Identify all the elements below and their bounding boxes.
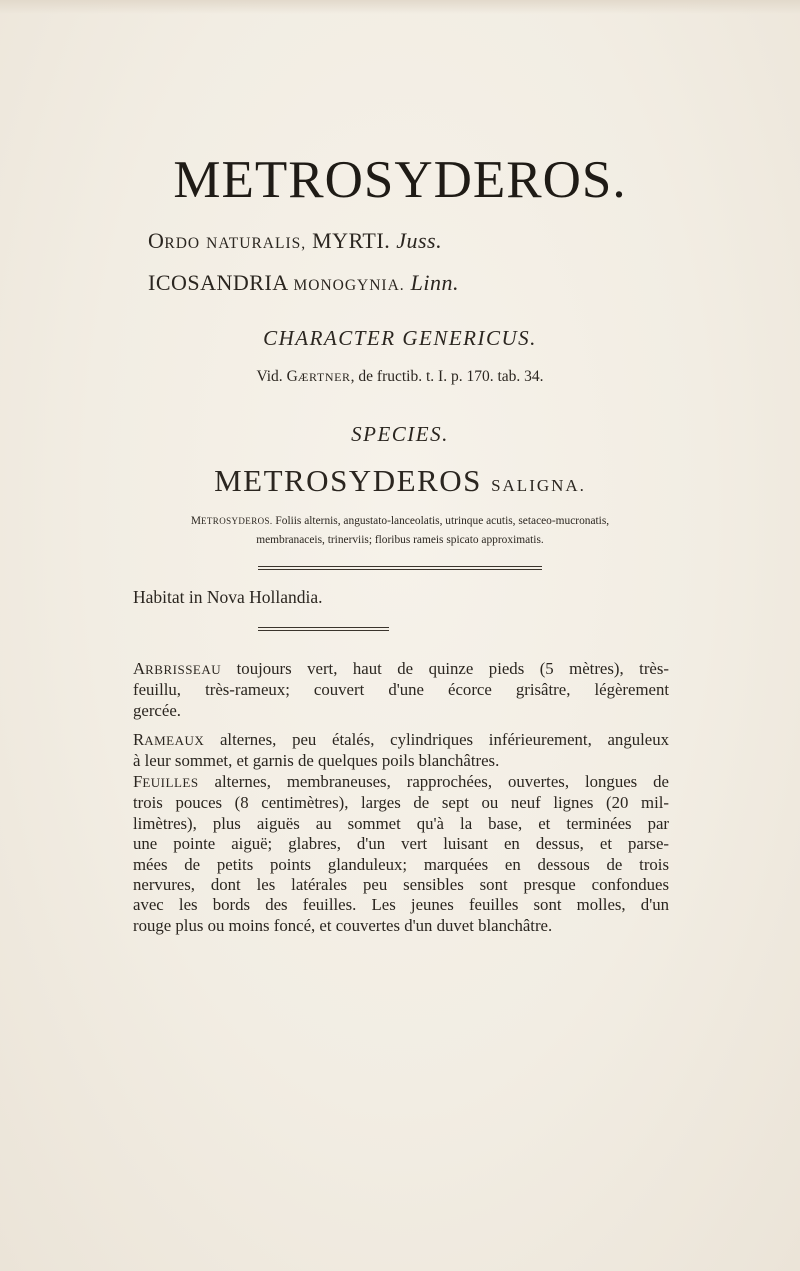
description-paragraph [133, 730, 669, 772]
vid-author-initial: G [286, 368, 298, 385]
paragraph-lead: RBRISSEAU [145, 662, 222, 677]
paragraph-line [133, 772, 669, 793]
ordo-family: MYRTI. [312, 228, 391, 253]
paragraph-line: gercée. [133, 700, 181, 720]
divider-rule [258, 566, 542, 570]
page-title: METROSYDEROS. [173, 151, 627, 209]
diagnosis-genus-initial: M [190, 515, 201, 527]
diagnosis-genus: ETROSYDEROS. [201, 516, 273, 526]
divider-rule-short [258, 627, 389, 631]
classis-line [148, 269, 459, 300]
paragraph-lead-initial: R [133, 730, 145, 749]
page-edge-shadow [0, 0, 800, 14]
ordo-label: RDO [164, 235, 201, 252]
vid-prefix: Vid. [256, 368, 283, 385]
vid-ref: , de fructib. t. I. p. 170. tab. 34. [350, 368, 544, 385]
paragraph-line: avec les bords des feuilles. Les jeunes feuilles sont molles, d'un [133, 895, 669, 915]
vid-author: ÆRTNER [297, 370, 351, 384]
paragraph-line: rouge plus ou moins foncé, et couvertes d'un duvet blanchâtre. [133, 915, 553, 935]
ordo-author: Juss. [396, 228, 443, 253]
diagnosis-line-2: membranaceis, trinerviis; floribus rameis spicato approximatis. [256, 534, 544, 546]
paragraph-line: mées de petits points glanduleux; marquées en dessous de trois [133, 854, 669, 874]
paragraph-line: à leur sommet, et garnis de quelques poils blanchâtres. [133, 751, 500, 771]
paragraph-lead-initial: A [133, 659, 146, 678]
classis-order: MONOGYNIA. [293, 277, 405, 294]
paragraph-text: alternes, membraneuses, rapprochées, ouvertes, longues de [198, 772, 669, 791]
diagnosis-line-1 [0, 512, 800, 531]
species-genus: METROSYDEROS [214, 463, 482, 498]
paragraph-lead: AMEAUX [144, 733, 205, 748]
classis-author: Linn. [410, 270, 460, 295]
paragraph-line: trois pouces (8 centimètres), larges de sept ou neuf lignes (20 mil- [133, 793, 669, 813]
species-header: SPECIES. [351, 422, 449, 446]
classis-name: ICOSANDRIA [148, 270, 288, 295]
paragraph-lead: EUILLES [142, 775, 199, 790]
ordo-naturalis: NATURALIS, [206, 235, 307, 252]
species-diagnosis [0, 512, 800, 550]
diagnosis-text-1: Foliis alternis, angustato-lanceolatis, utrinque acutis, setaceo-mucronatis, [272, 515, 610, 527]
description-paragraph [133, 772, 669, 936]
paragraph-line [133, 659, 669, 680]
ordo-initial: O [148, 228, 165, 253]
paragraph-line [133, 730, 669, 751]
vid-reference [0, 366, 800, 388]
character-header: CHARACTER GENERICUS. [263, 326, 537, 350]
paragraph-text: alternes, peu étalés, cylindriques inférieurement, anguleux [204, 730, 669, 749]
paragraph-line: nervures, dont les latérales peu sensibles sont presque confondues [133, 875, 669, 895]
paragraph-text: toujours vert, haut de quinze pieds (5 mètres), très- [221, 659, 669, 678]
paragraph-line: limètres), plus aiguës au sommet qu'à la base, et terminées par [133, 813, 669, 833]
paragraph-line: une pointe aiguë; glabres, d'un vert luisant en dessus, et parse- [133, 834, 669, 854]
ordo-line [148, 227, 442, 258]
paragraph-line: feuillu, très-rameux; couvert d'une écorce grisâtre, légèrement [133, 680, 669, 700]
paragraph-lead-initial: F [133, 772, 143, 791]
species-epithet: SALIGNA. [491, 476, 586, 495]
habitat-text: Habitat in Nova Hollandia. [133, 587, 323, 607]
species-name [0, 461, 800, 506]
description-paragraph [133, 659, 669, 721]
